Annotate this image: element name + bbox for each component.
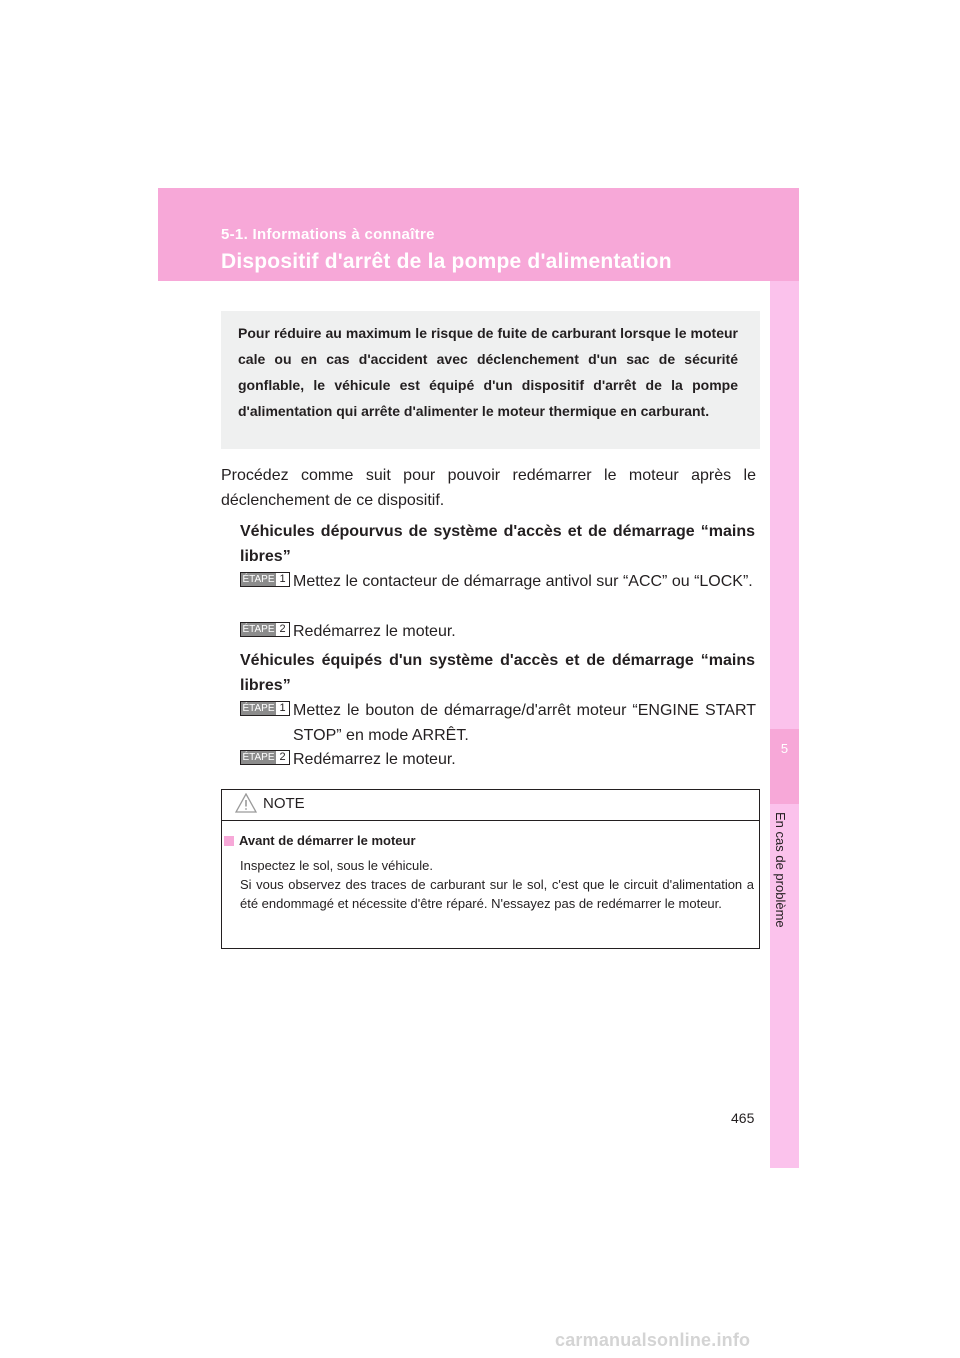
step-badge-number: 2	[279, 751, 286, 763]
note-label: NOTE	[263, 795, 305, 812]
step-badge-number: 1	[279, 702, 286, 714]
step-text: Redémarrez le moteur.	[293, 751, 456, 768]
body-paragraph: Procédez comme suit pour pouvoir redémarrer le moteur après le déclenchement de ce dispositif.	[221, 467, 756, 509]
step-item	[240, 698, 756, 744]
note-subheading-text: Avant de démarrer le moteur	[239, 833, 416, 848]
step-badge-word: ÉTAPE	[242, 752, 275, 763]
step-badge	[240, 750, 290, 765]
step-text: Redémarrez le moteur.	[293, 623, 456, 640]
section-label: 5-1. Informations à connaître	[221, 226, 435, 243]
step-badge-word: ÉTAPE	[242, 624, 275, 635]
page-number: 465	[731, 1110, 755, 1126]
note-body	[240, 856, 754, 913]
note-header	[222, 790, 759, 821]
step-badge	[240, 701, 290, 716]
step-badge-word: ÉTAPE	[242, 703, 275, 714]
note-box	[221, 789, 760, 949]
watermark: carmanualsonline.info	[555, 1330, 751, 1350]
intro-text: Pour réduire au maximum le risque de fuite de carburant lorsque le moteur cale ou en cas d'accident avec déclenchement d'un sac de sécurité gonflable, le véhicule est équipé d'un dispositif d'arrêt de la pompe d'alimentation qui arrête d'alimenter le moteur thermique en carburant.	[238, 325, 738, 419]
step-text: Mettez le contacteur de démarrage antivol sur “ACC” ou “LOCK”.	[293, 573, 753, 590]
step-badge-number: 1	[279, 573, 286, 585]
side-strip	[770, 281, 799, 1168]
step-badge	[240, 622, 290, 637]
page-title: Dispositif d'arrêt de la pompe d'alimentation	[221, 250, 672, 273]
step-item	[240, 569, 756, 589]
step-badge	[240, 572, 290, 587]
step-item	[240, 619, 756, 639]
section-heading: Véhicules dépourvus de système d'accès et de démarrage “mains libres”	[240, 523, 755, 565]
note-subheading	[224, 833, 416, 848]
chapter-label: En cas de problème	[773, 812, 788, 928]
warning-triangle-icon	[235, 793, 257, 818]
step-badge-number: 2	[279, 623, 286, 635]
step-item	[240, 747, 756, 767]
intro-box	[221, 311, 760, 449]
note-line: Inspectez le sol, sous le véhicule.	[240, 858, 433, 873]
note-line: Si vous observez des traces de carburant sur le sol, c'est que le circuit d'alimentation a été endommagé et nécessite d'être réparé. N'essayez pas de redémarrer le moteur.	[240, 877, 754, 911]
step-text: Mettez le bouton de démarrage/d'arrêt moteur “ENGINE START STOP” en mode ARRÊT.	[293, 702, 756, 744]
chapter-number: 5	[780, 741, 789, 756]
square-bullet-icon	[224, 836, 234, 846]
step-badge-word: ÉTAPE	[242, 574, 275, 585]
section-heading: Véhicules équipés d'un système d'accès et de démarrage “mains libres”	[240, 652, 755, 694]
